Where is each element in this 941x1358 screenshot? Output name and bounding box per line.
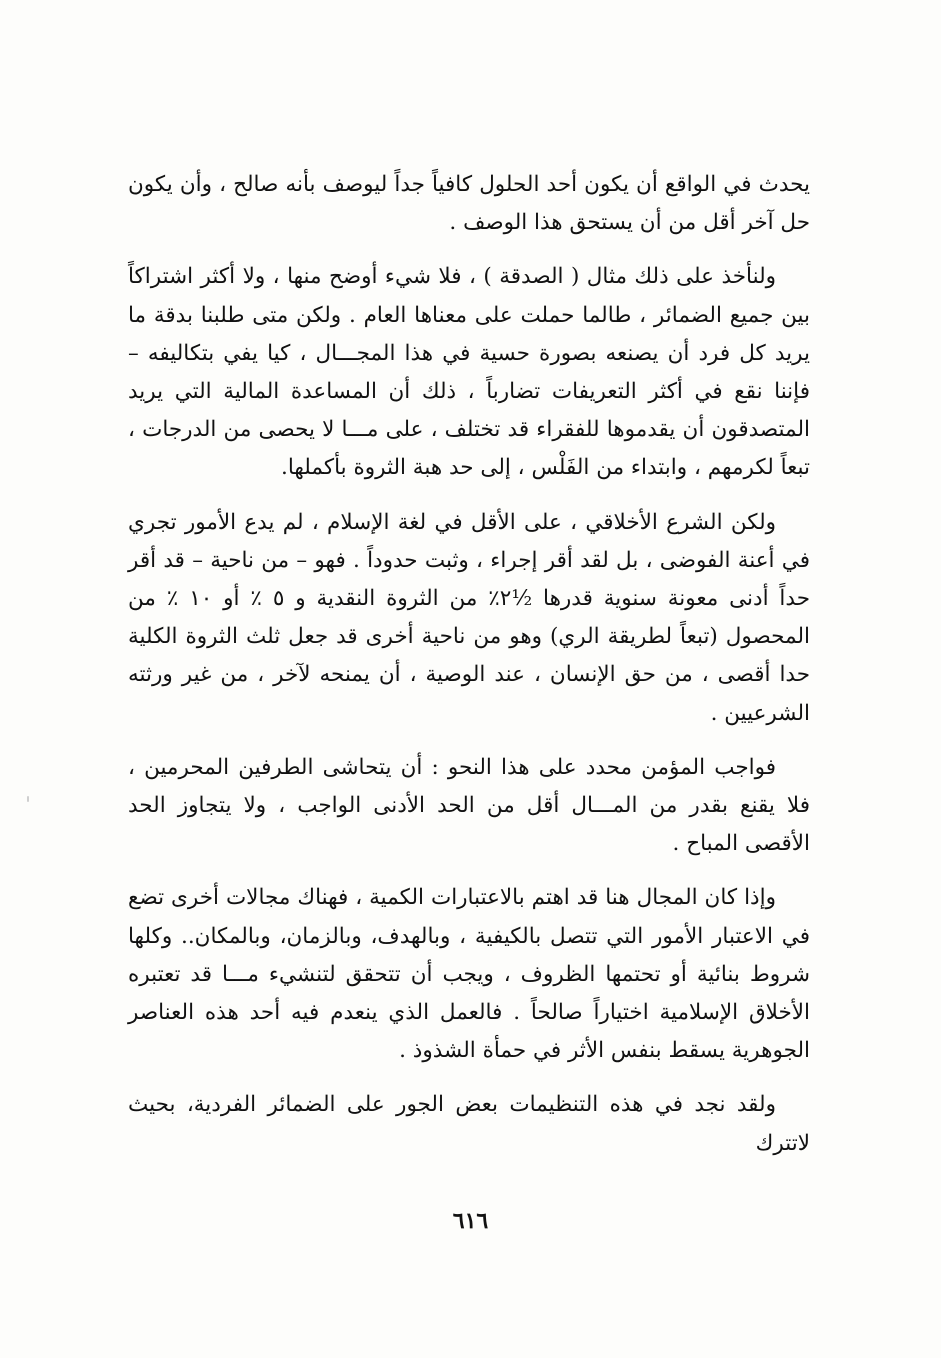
paragraph-6: ولقد نجد في هذه التنظيمات بعض الجور على الضمائر الفردية، بحيث لاتترك	[128, 1092, 810, 1156]
paragraph-5: وإذا كان المجال هنا قد اهتم بالاعتبارات الكمية ، فهناك مجالات أخرى تضع في الاعتبار الأمور التي تتصل بالكيفية ، وبالهدف، وبالزمان، وبالمكان.. وكلها شروط بنائية أو تحتمها الظروف ، ويجب أن تتحقق لتنشيء مـــا قد تعتبره الأخلاق الإسلامية اختياراً صالحاً . فالعمل الذي ينعدم فيه أحد هذه العناصر الجوهرية يسقط بنفس الأثر في حمأة الشذوذ .	[128, 885, 810, 1064]
paragraph-2: ولنأخذ على ذلك مثال ( الصدقة ) ، فلا شيء أوضح منها ، ولا أكثر اشتراكاً بين جميع الضمائر ، طالما حملت على معناها العام . ولكن متى طلبنا بدقة ما يريد كل فرد أن يصنعه بصورة حسية في هذا المجـــال ، كيا يفي بتكاليفه – فإننا نقع في أكثر التعريفات تضارباً ، ذلك أن المساعدة المالية التي يريد المتصدقون أن يقدموها للفقراء قد تختلف ، على مـــا لا يحصى من الدرجات ، تبعاً لكرمهم ، وابتداء من الفَلْس ، إلى حد هبة الثروة بأكملها.	[128, 264, 810, 481]
paragraph-3: ولكن الشرع الأخلاقي ، على الأقل في لغة الإسلام ، لم يدع الأمور تجري في أعنة الفوضى ، بل لقد أقر إجراء ، وثبت حدوداً . فهو – من ناحية – قد أقر حداً أدنى معونة سنوية قدرها ½٢٪ من الثروة النقدية و ٥ ٪ أو ١٠ ٪ من المحصول (تبعاً لطريقة الري) وهو من ناحية أخرى قد جعل ثلث الثروة الكلية حدا أقصى ، من حق الإنسان ، عند الوصية ، أن يمنحه لآخر ، من غير ورثته الشرعيين .	[128, 509, 810, 726]
paragraph-4: فواجب المؤمن محدد على هذا النحو : أن يتحاشى الطرفين المحرمين ، فلا يقنع بقدر من المـــال أقل من الحد الأدنى الواجب ، ولا يتجاوز الحد الأقصى المباح .	[128, 754, 810, 857]
paragraph-1: يحدث في الواقع أن يكون أحد الحلول كافياً جداً ليوصف بأنه صالح ، وأن يكون حل آخر أقل من أن يستحق هذا الوصف .	[128, 172, 810, 236]
page-number: ٦١٦	[452, 1208, 489, 1234]
body-text	[128, 166, 810, 1179]
scan-mark	[27, 796, 29, 802]
